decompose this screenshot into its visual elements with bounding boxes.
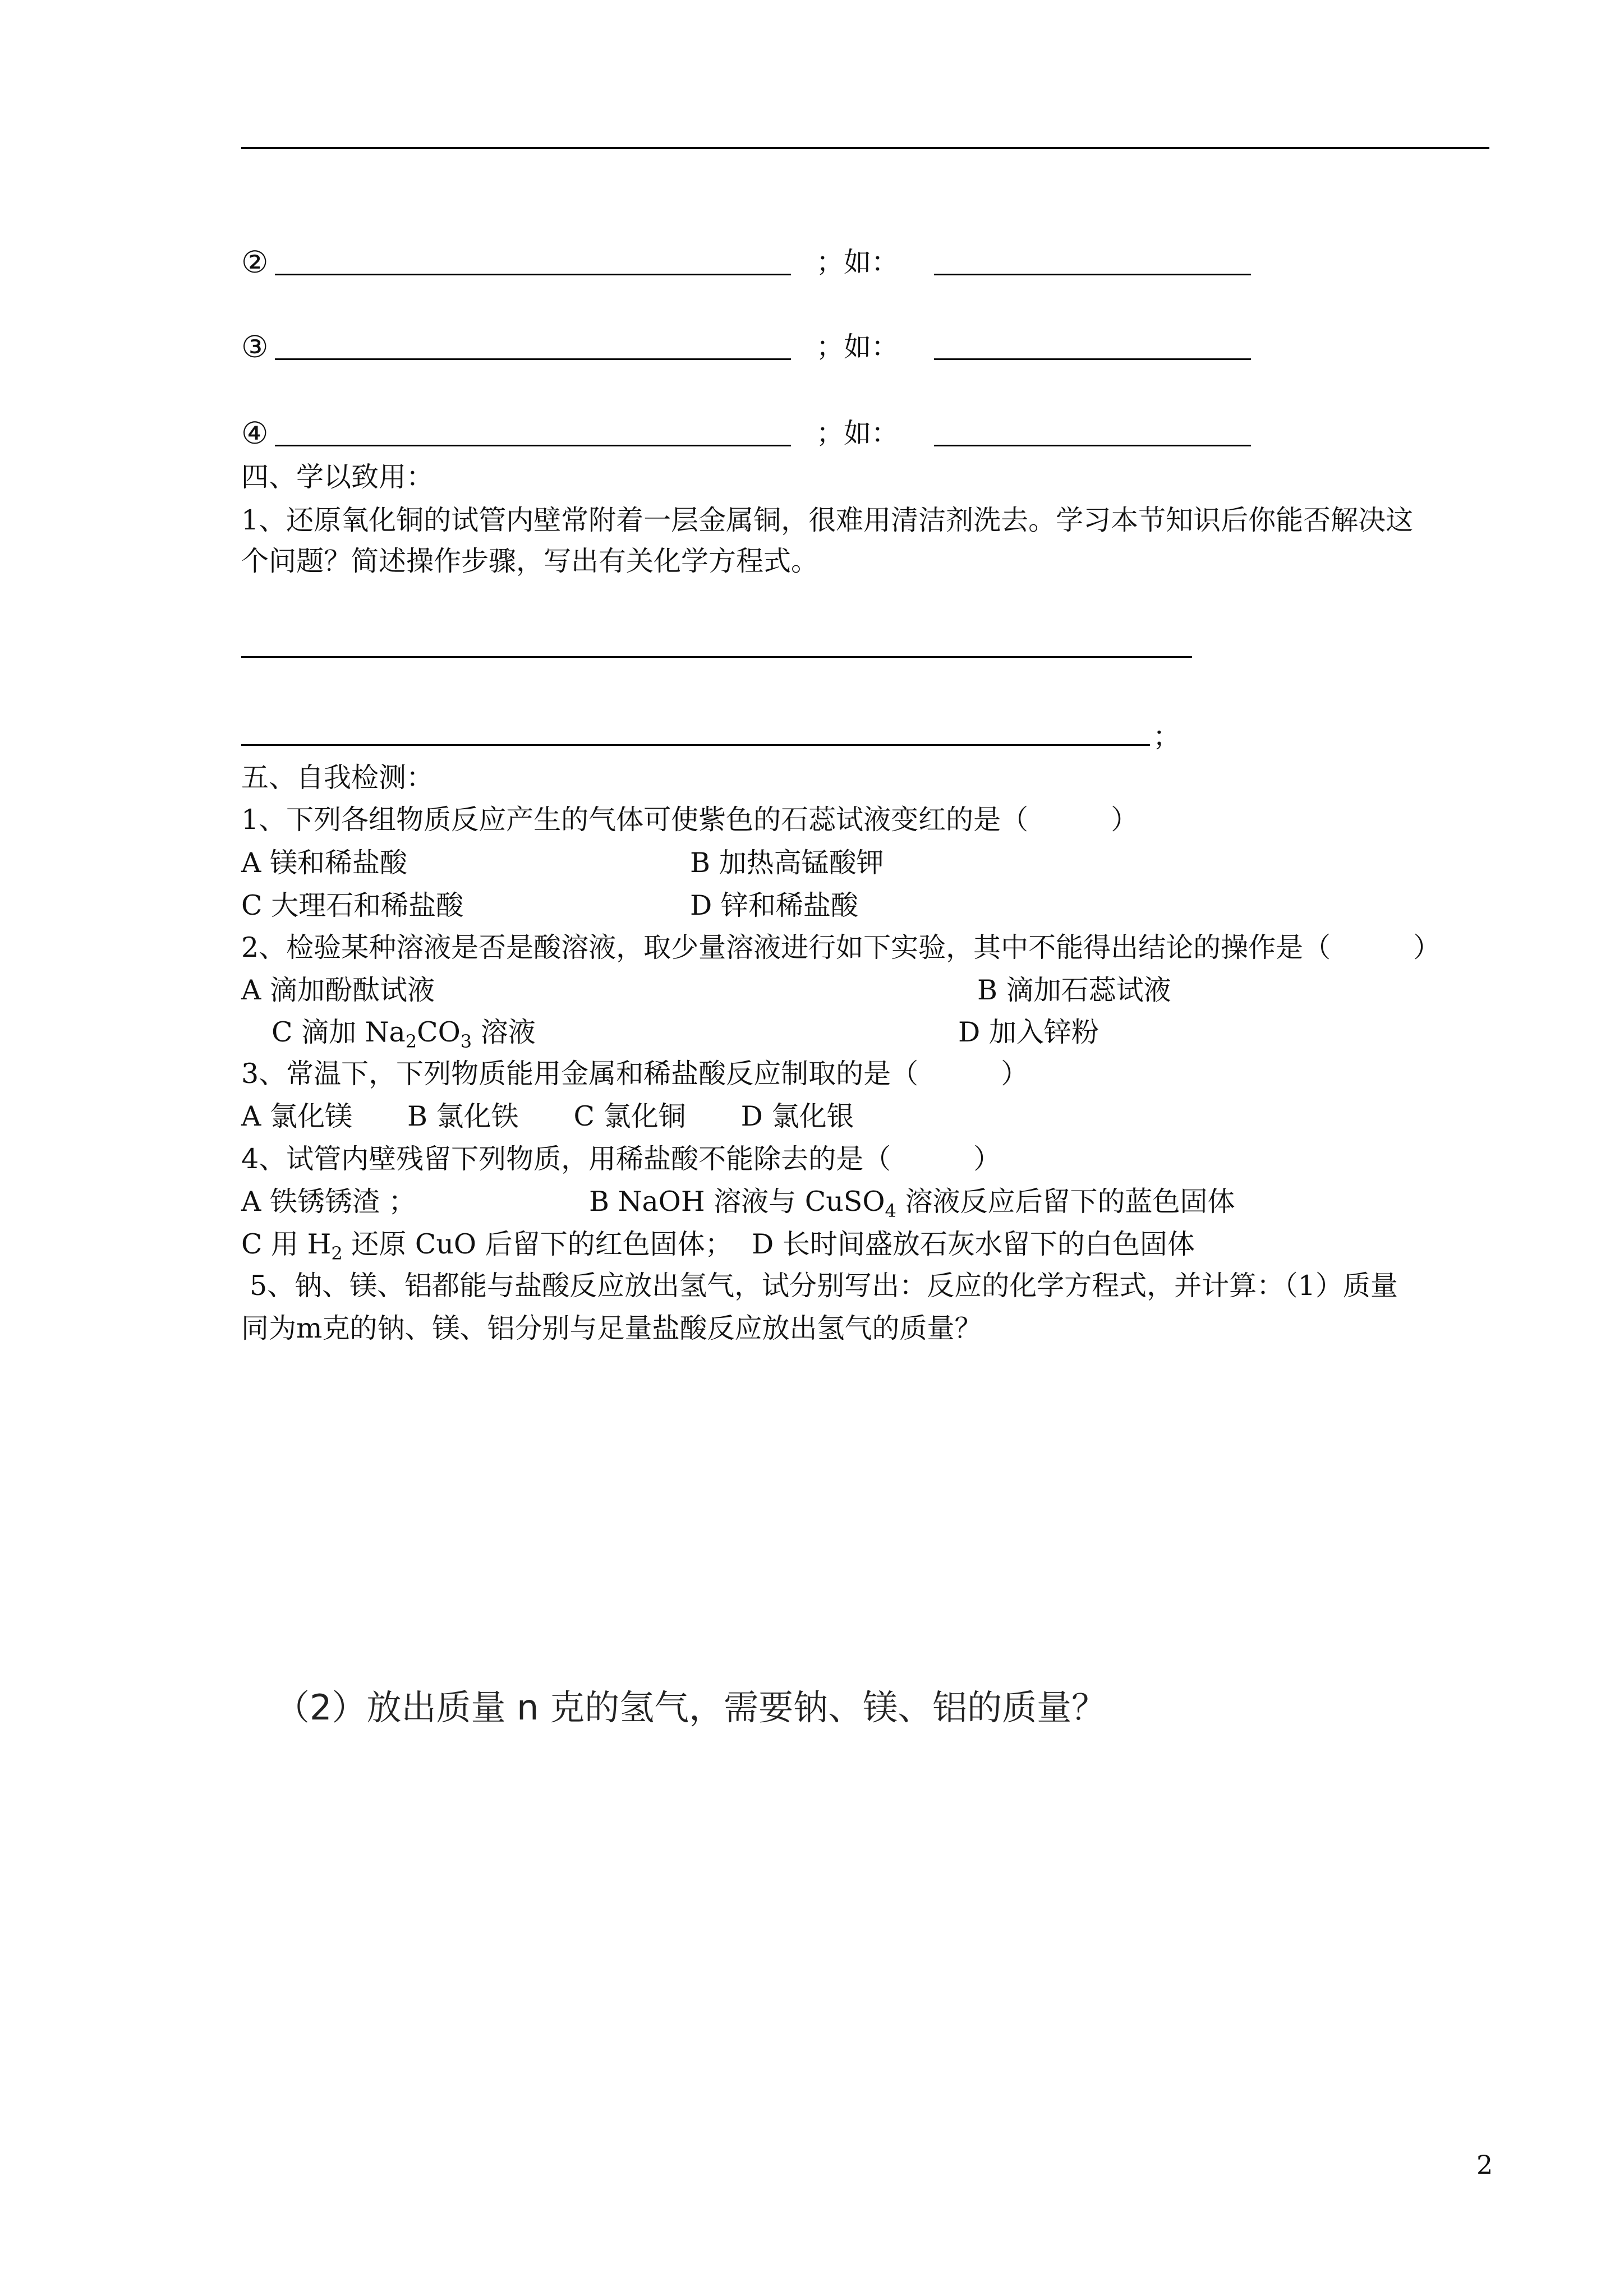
option-c-text: C 滴加 Na [272,1016,406,1048]
marker: ④ [241,416,269,451]
option-c [241,1225,733,1264]
answer-blank[interactable] [275,445,791,446]
question-text: 1、还原氧化铜的试管内壁常附着一层金属铜，很难用清洁剂洗去。学习本节知识后你能否解决这 [241,504,1414,536]
subscript: 3 [460,1030,472,1052]
answer-blank[interactable] [275,358,791,360]
option-d: D 长时间盛放石灰水留下的白色固体 [752,1228,1195,1260]
question-text: 个问题？简述操作步骤，写出有关化学方程式。 [241,545,819,577]
answer-blank[interactable] [275,274,791,275]
option-c-text: 还原 CuO 后留下的红色固体； [342,1228,733,1260]
option-a: A 滴加酚酞试液 [241,974,435,1006]
separator-label: ；如： [816,246,899,278]
marker: ③ [241,329,269,365]
option-b-text: B NaOH 溶液与 CuSO [589,1186,885,1218]
subscript: 2 [405,1030,417,1052]
option-b: B 滴加石蕊试液 [977,974,1171,1006]
option-c-text: C 用 H [241,1228,332,1260]
question-stem: 4、试管内壁残留下列物质，用稀盐酸不能除去的是（ ） [241,1143,1001,1175]
option-d: D 锌和稀盐酸 [690,889,858,921]
option-c [272,1013,536,1052]
answer-blank[interactable] [241,744,1150,746]
example-blank[interactable] [934,445,1251,446]
marker: ② [241,245,269,280]
question-text: 5、钠、镁、铝都能与盐酸反应放出氢气，试分别写出：反应的化学方程式，并计算：（1）质量 [250,1270,1398,1302]
question-stem: 3、常温下，下列物质能用金属和稀盐酸反应制取的是（ ） [241,1058,1029,1090]
section-heading: 四、学以致用： [241,461,434,493]
options-row: A 氯化镁 B 氯化铁 C 氯化铜 D 氯化银 [241,1100,854,1132]
example-blank[interactable] [934,358,1251,360]
header-rule [241,147,1489,149]
option-b: B 加热高锰酸钾 [690,847,884,879]
answer-end-mark: ； [1153,721,1181,753]
example-blank[interactable] [934,274,1251,275]
page-number: 2 [1476,2150,1493,2180]
separator-label: ；如： [816,417,899,449]
subscript: 2 [331,1242,343,1264]
section-heading: 五、自我检测： [241,762,434,794]
question-stem: 2、检验某种溶液是否是酸溶液，取少量溶液进行如下实验，其中不能得出结论的操作是（ ） [241,932,1441,963]
subscript: 4 [885,1200,896,1221]
option-c-text: 溶液 [472,1016,536,1048]
question-part-2: （2）放出质量 n 克的氢气，需要钠、镁、铝的质量？ [275,1687,1107,1728]
option-b-text: 溶液反应后留下的蓝色固体 [896,1186,1235,1218]
separator-label: ；如： [816,331,899,363]
question-stem: 1、下列各组物质反应产生的气体可使紫色的石蕊试液变红的是（ ） [241,804,1139,836]
question-text: 同为m克的钠、镁、铝分别与足量盐酸反应放出氢气的质量？ [241,1312,982,1344]
answer-blank[interactable] [241,656,1192,658]
option-c: C 大理石和稀盐酸 [241,889,464,921]
option-a: A 镁和稀盐酸 [241,847,407,879]
option-a: A 铁锈锈渣 ； [241,1186,416,1218]
option-c-text: CO [417,1016,461,1048]
option-b [589,1182,1235,1221]
option-d: D 加入锌粉 [958,1016,1099,1048]
